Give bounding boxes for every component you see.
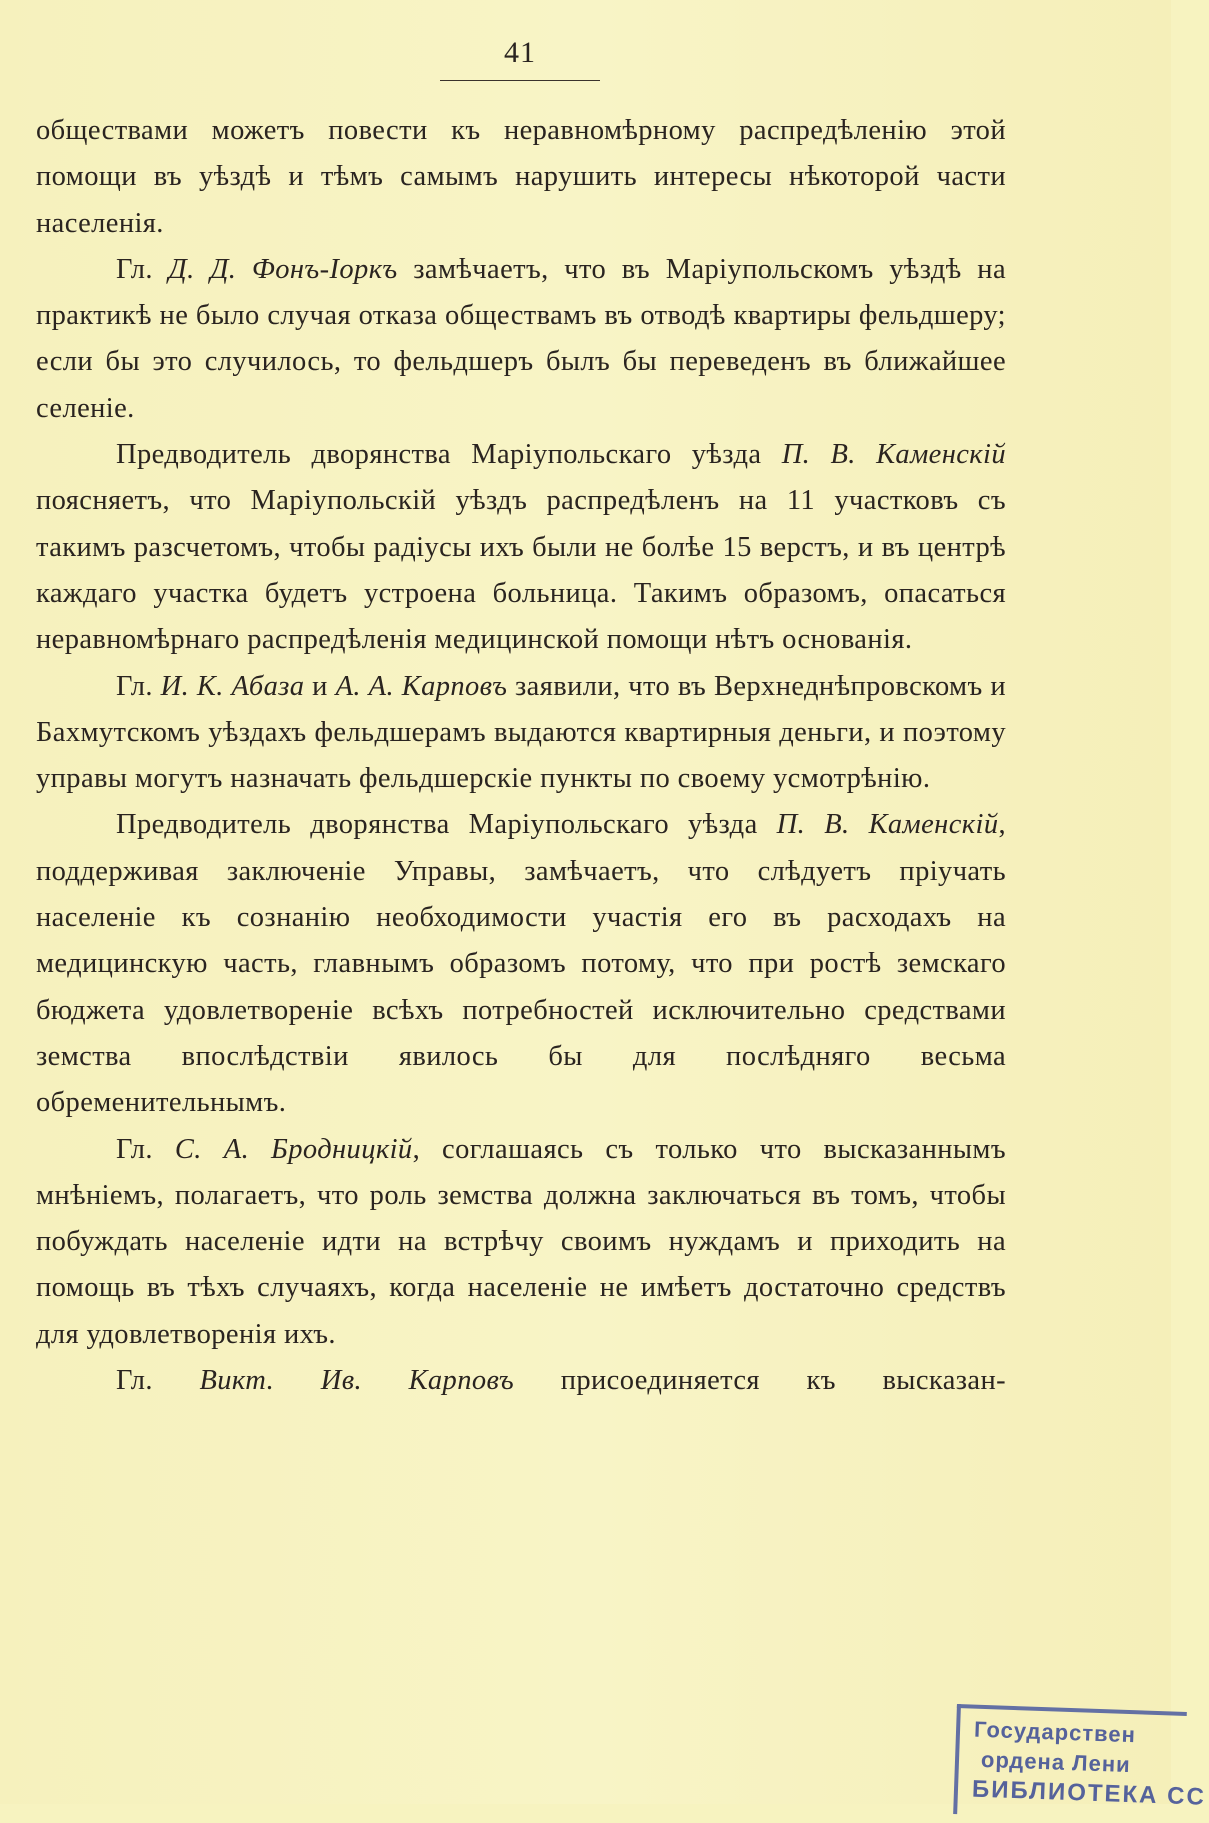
library-stamp	[953, 1704, 1207, 1822]
body-text	[36, 108, 1006, 1404]
stamp-line: БИБЛИОТЕКА СС	[971, 1775, 1207, 1811]
speaker-name: П. В. Каменскій	[781, 439, 1006, 471]
stamp-line: ордена Лени	[980, 1746, 1132, 1778]
speaker-name: С. А. Бродницкій	[174, 1133, 413, 1165]
paragraph-text: обществами можетъ повести къ неравномѣрному распредѣленію этой помощи въ уѣздѣ и тѣмъ самымъ нарушить интересы нѣкоторой части населенія.	[36, 115, 1006, 239]
paragraph	[36, 664, 1006, 803]
paragraph	[36, 1127, 1006, 1358]
paragraph-text: и	[304, 670, 336, 702]
paragraph	[36, 108, 1006, 247]
paragraph-text: Гл.	[116, 1133, 175, 1165]
paragraph-text: , поддерживая заключеніе Управы, замѣчаетъ, что слѣдуетъ пріучать населеніе къ сознанію необходимости участія его въ расходахъ на медицинскую часть, главнымъ образомъ потому, что при ростѣ земскаго бюджета удовлетвореніе всѣхъ потребностей исключительно средствами земства впослѣдствіи явилось бы для послѣдняго весьма обременительнымъ.	[36, 809, 1007, 1119]
paragraph-text: Гл.	[116, 253, 169, 285]
paragraph	[36, 432, 1006, 663]
paragraph-text: Гл.	[116, 1365, 200, 1397]
paragraph-text: поясняетъ, что Маріупольскій уѣздъ распредѣленъ на 11 участковъ съ такимъ разсчетомъ, чтобы радіусы ихъ были не болѣе 15 верстъ, и въ центрѣ каждаго участка будетъ устроена больница. Такимъ образомъ, опасаться неравномѣрнаго распредѣленія медицинской помощи нѣтъ основанія.	[36, 485, 1006, 656]
paragraph-text: замѣчаетъ, что въ Маріупольскомъ уѣздѣ на практикѣ не было случая отказа обществамъ въ отводѣ квартиры фельдшеру; если бы это случилось, то фельдшеръ былъ бы переведенъ въ ближайшее селеніе.	[36, 253, 1007, 424]
paragraph	[36, 802, 1006, 1126]
page-number-rule	[440, 80, 600, 81]
paragraph	[36, 1358, 1006, 1404]
speaker-name: А. А. Карповъ	[335, 670, 508, 702]
speaker-name: Д. Д. Фонъ-Іоркъ	[168, 253, 398, 285]
speaker-name: И. К. Абаза	[160, 670, 305, 702]
paragraph-text: присоединяется къ высказан-	[514, 1365, 1007, 1397]
page-number: 41	[504, 36, 536, 69]
speaker-name: П. В. Каменскій	[776, 809, 999, 841]
speaker-name: Викт. Ив. Карповъ	[199, 1365, 515, 1397]
paragraph	[36, 247, 1006, 432]
paragraph-text: заявили, что въ Верхнеднѣпровскомъ и Бахмутскомъ уѣздахъ фельдшерамъ выдаются квартирныя деньги, и поэтому управы могутъ назначать фельдшерскіе пункты по своему усмотрѣнію.	[36, 670, 1007, 795]
paragraph-text: Гл.	[116, 670, 161, 702]
paragraph-text: Предводитель дворянства Маріупольскаго уѣзда	[116, 439, 782, 471]
paragraph-text: , соглашаясь съ только что высказаннымъ мнѣніемъ, полагаетъ, что роль земства должна заключаться въ томъ, чтобы побуждать населеніе идти на встрѣчу своимъ нуждамъ и приходить на помощь въ тѣхъ случаяхъ, когда населеніе не имѣетъ достаточно средствъ для удовлетворенія ихъ.	[36, 1133, 1007, 1350]
stamp-line: Государствен	[973, 1716, 1137, 1748]
paragraph-text: Предводитель дворянства Маріупольскаго уѣзда	[116, 809, 777, 841]
